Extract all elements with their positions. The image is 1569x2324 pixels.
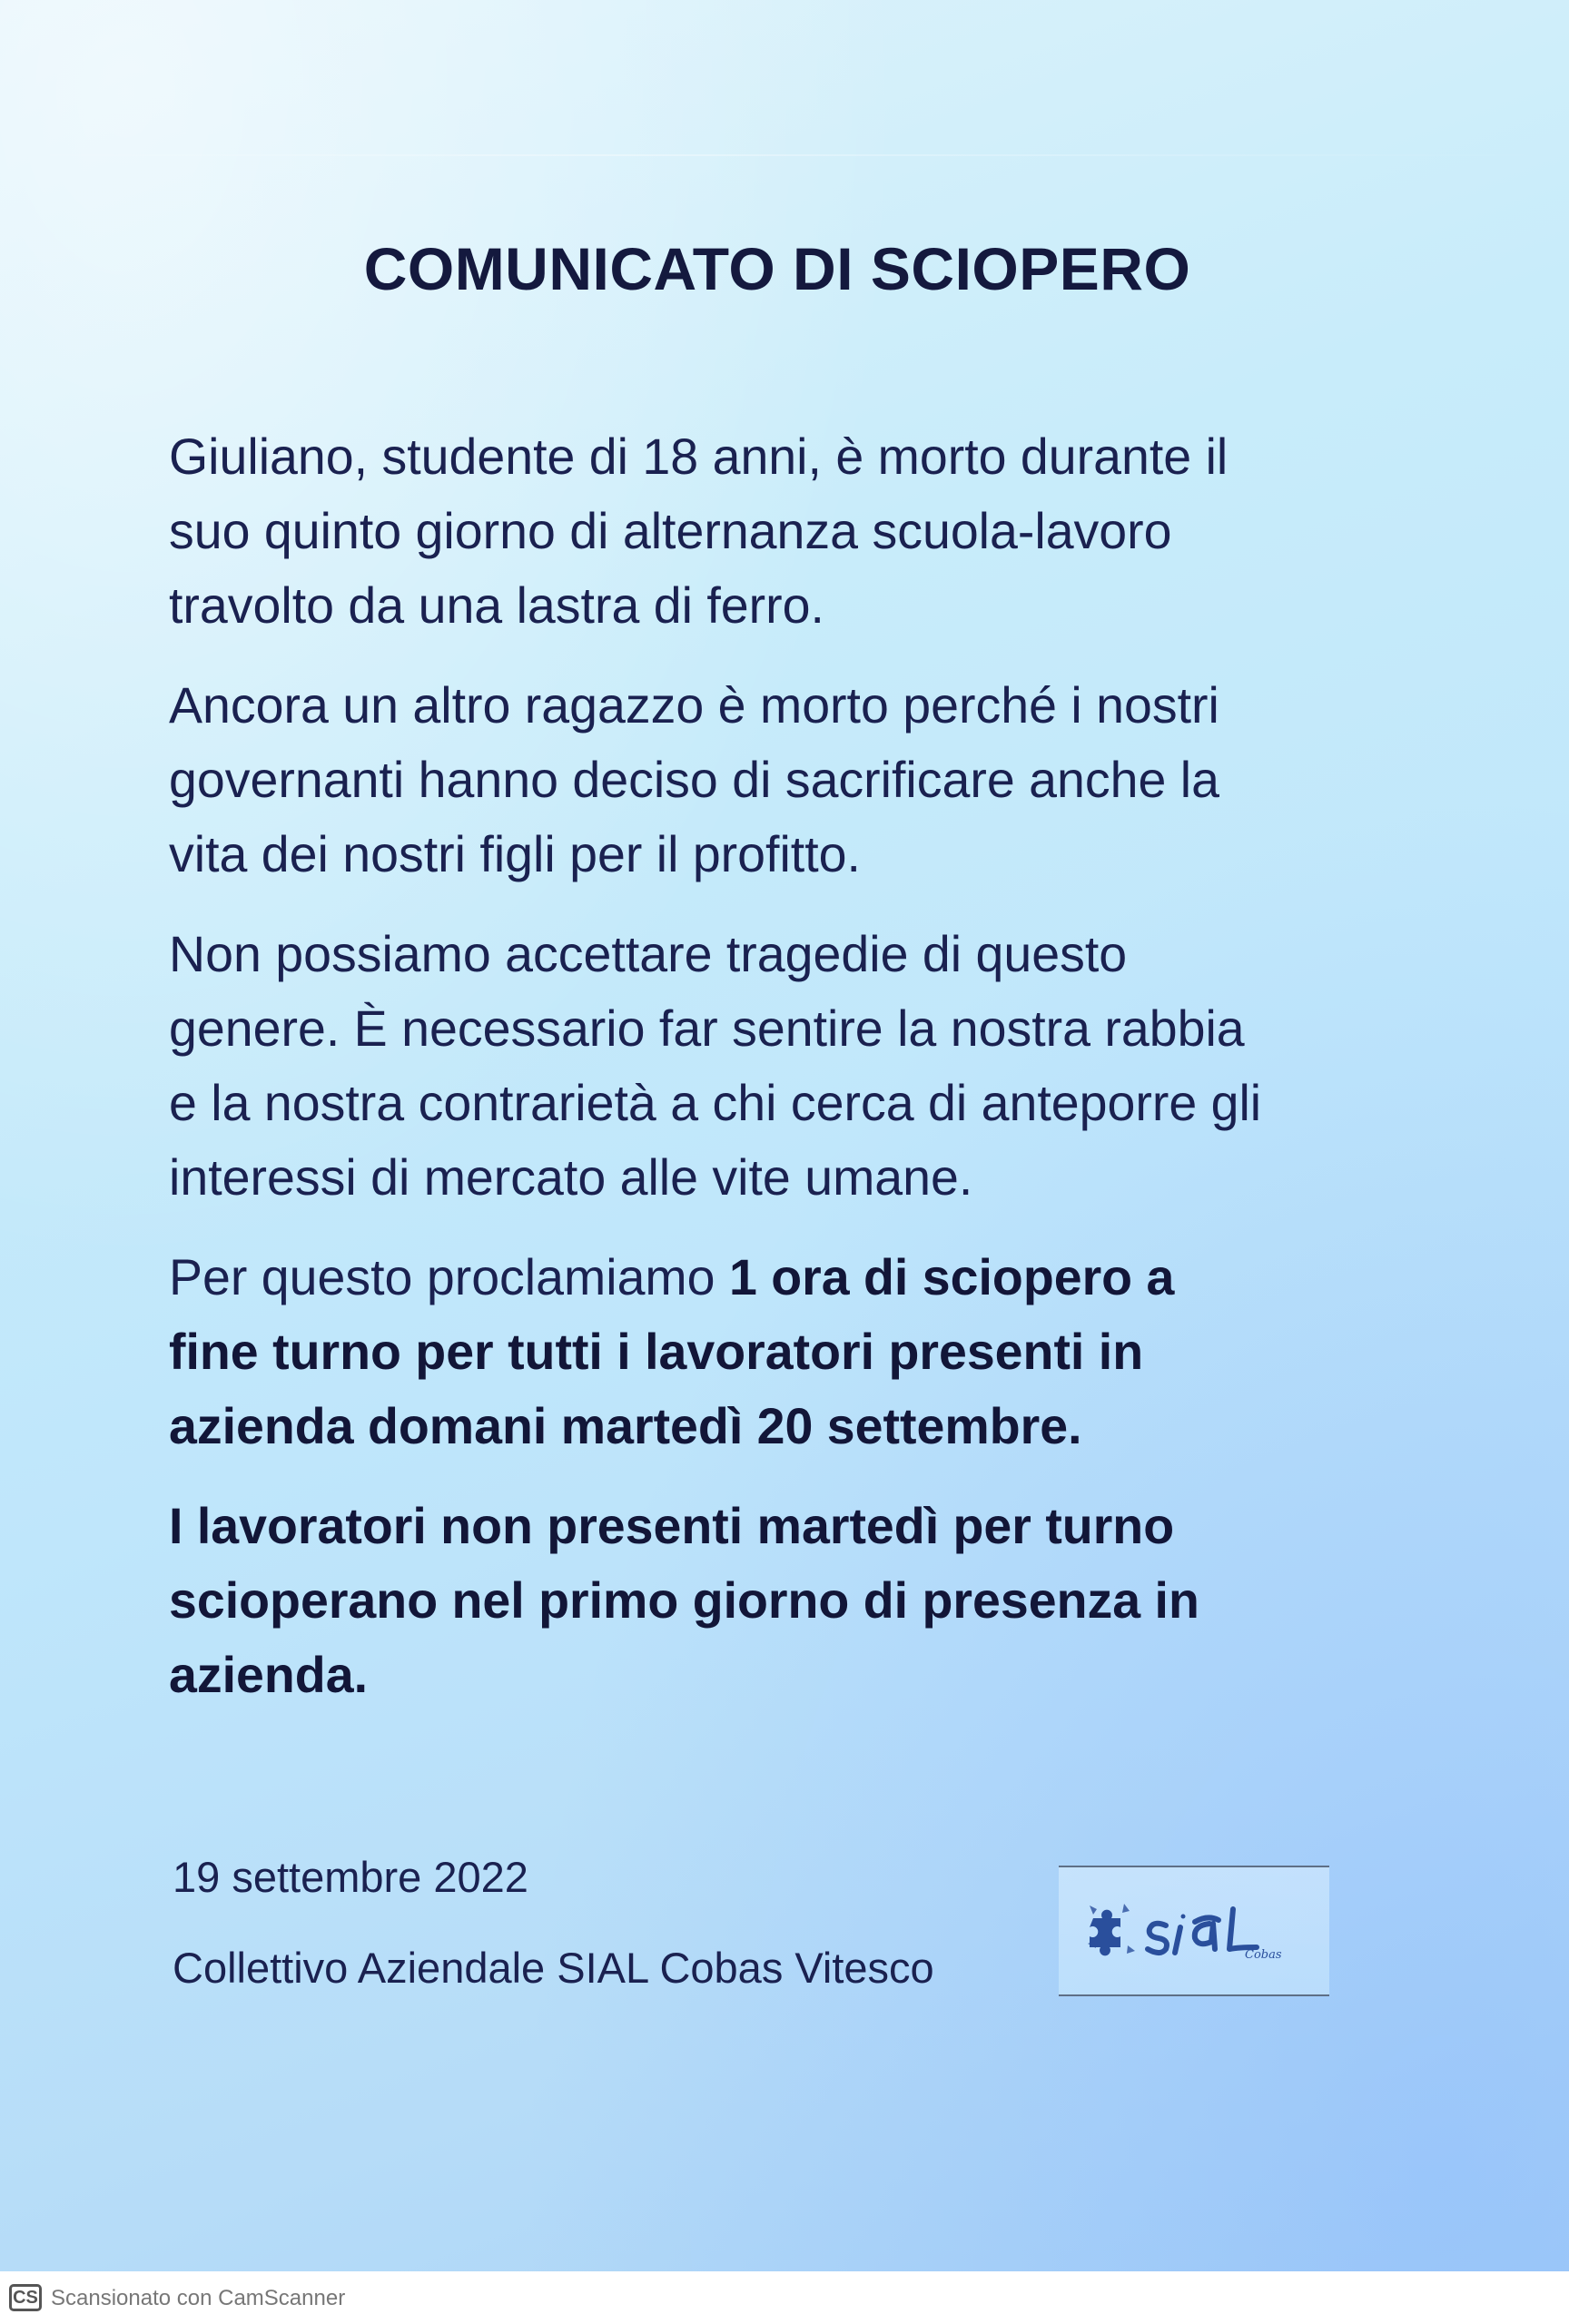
- document-date: 19 settembre 2022: [173, 1853, 528, 1901]
- document-title: COMUNICATO DI SCIOPERO: [363, 235, 1191, 302]
- logo-wordmark: [1148, 1909, 1257, 1953]
- scanner-label: Scansionato con CamScanner: [51, 2286, 346, 2310]
- strike-details: 1 ora di sciopero a fine turno per tutti i lavoratori presenti in azienda domani martedì 20 settembre.: [169, 1249, 1175, 1454]
- strike-lead-text: Per questo proclamiamo: [169, 1249, 729, 1305]
- paper-crease: [0, 154, 1569, 156]
- paragraph-strike-announcement: [169, 1240, 1422, 1463]
- logo-graphic: [1059, 1867, 1329, 1994]
- camscanner-icon: CS: [9, 2284, 42, 2311]
- scanner-watermark-bar: [0, 2271, 1569, 2324]
- logo-subtext: Cobas: [1245, 1948, 1282, 1962]
- sial-cobas-logo: [1059, 1866, 1329, 1996]
- paragraph-incident: Giuliano, studente di 18 anni, è morto durante il suo quinto giorno di alternanza scuola-lavoro travolto da una lastra di ferro.: [169, 428, 1229, 634]
- puzzle-piece-icon: [1088, 1904, 1135, 1955]
- document-body: [169, 419, 1422, 1738]
- paragraph-absent-workers: I lavoratori non presenti martedì per turno scioperano nel primo giorno di presenza in azienda.: [169, 1498, 1199, 1703]
- paragraph-protest: Ancora un altro ragazzo è morto perché i nostri governanti hanno deciso di sacrificare anche la vita dei nostri figli per il profitto.: [169, 677, 1219, 882]
- document-signature: Collettivo Aziendale SIAL Cobas Vitesco: [173, 1944, 934, 1992]
- paragraph-demand: Non possiamo accettare tragedie di questo genere. È necessario far sentire la nostra rabbia e la nostra contrarietà a chi cerca di anteporre gli interessi di mercato alle vite umane.: [169, 926, 1262, 1206]
